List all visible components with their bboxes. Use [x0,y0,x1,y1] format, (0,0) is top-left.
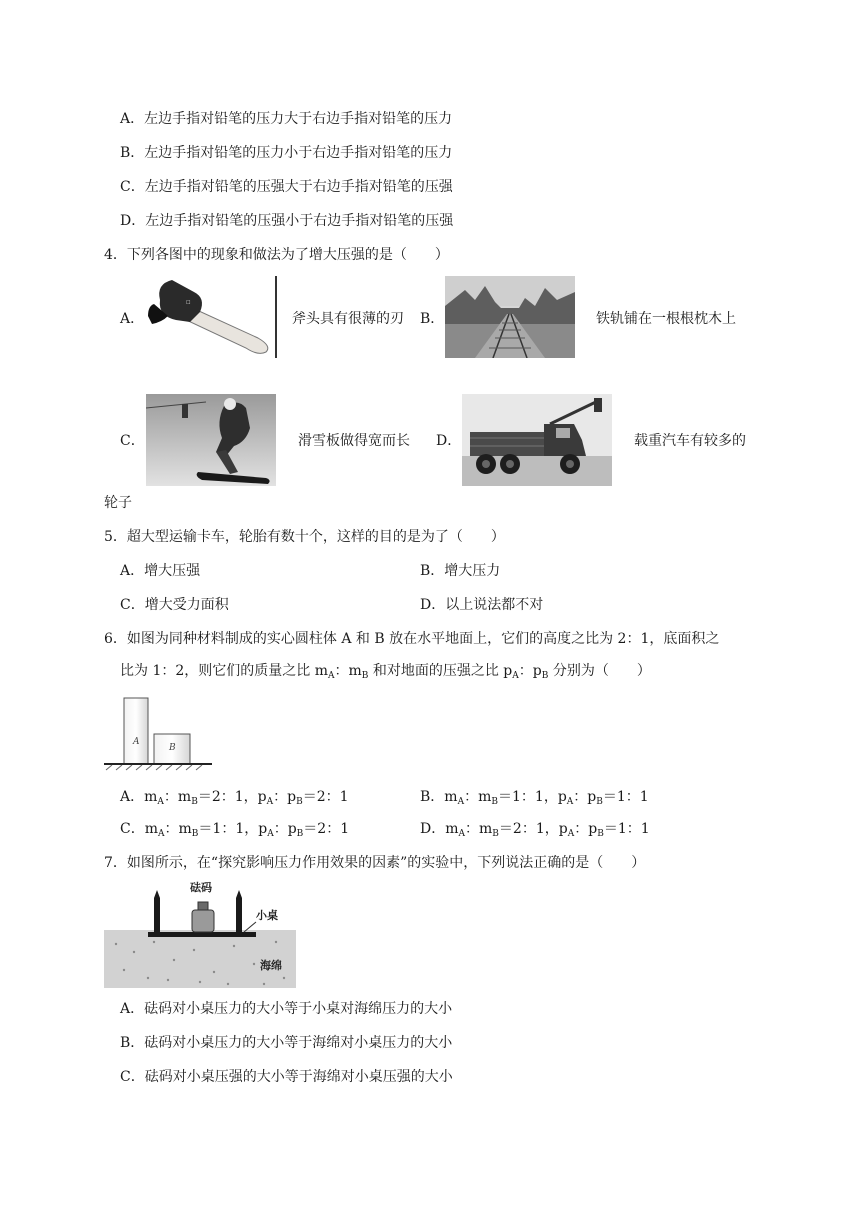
q4-stem: 4．下列各图中的现象和做法为了增大压强的是（ ） [104,247,449,263]
q4-option-d-letter: D． [436,433,462,449]
q6-option-a: A．$m_A$：$m_B=2$：1，$p_A$：$p_B=2$：1 [120,789,349,807]
q4-option-d-text-continued: 轮子 [104,495,132,511]
q6-stem-line1: 6．如图为同种材料制成的实心圆柱体 A 和 B 放在水平地面上，它们的高度之比为 2：1，底面积之 [104,631,720,647]
q5-option-c: C．增大受力面积 [120,597,229,613]
cylinder-a-label: A [133,737,140,747]
q7-stem: 7．如图所示，在“探究影响压力作用效果的因素”的实验中，下列说法正确的是（ ） [104,855,646,871]
q5-stem: 5．超大型运输卡车，轮胎有数十个，这样的目的是为了（ ） [104,529,505,545]
q4-option-d-text: 载重汽车有较多的 [634,433,746,449]
q3-option-c: C．左边手指对铅笔的压强大于右边手指对铅笔的压强 [120,179,453,195]
truck-image [462,394,612,486]
sponge-label: 海绵 [260,959,282,972]
q7-option-a: A．砝码对小桌压力的大小等于小桌对海绵压力的大小 [120,1001,453,1017]
sponge-experiment-figure [104,880,296,988]
q4-option-a-letter: A． [120,311,145,327]
q4-option-a-text: 斧头具有很薄的刃 [292,311,404,327]
snowboard-image [146,394,276,486]
q4-option-c-text: 滑雪板做得宽而长 [298,433,410,449]
q4-option-c-letter: C． [120,433,145,449]
q6-option-d: D．$m_A$：$m_B=2$：1，$p_A$：$p_B=1$：1 [420,821,650,839]
q6-option-c: C．$m_A$：$m_B=1$：1，$p_A$：$p_B=2$：1 [120,821,350,839]
q6-option-b: B．$m_A$：$m_B=1$：1，$p_A$：$p_B=1$：1 [420,789,649,807]
q5-option-b: B．增大压力 [420,563,501,579]
q3-option-a: A．左边手指对铅笔的压力大于右边手指对铅笔的压力 [120,111,453,127]
weight-label: 砝码 [190,881,212,894]
q3-option-d: D．左边手指对铅笔的压强小于右边手指对铅笔的压强 [120,213,454,229]
table-label: 小桌 [256,909,278,922]
q5-option-a: A．增大压强 [120,563,201,579]
svg-text:☐: ☐ [186,300,191,306]
q4-option-b-letter: B． [420,311,445,327]
cylinders-figure [104,694,212,772]
cylinder-b-label: B [169,743,176,753]
railway-image [445,276,575,358]
q7-option-b: B．砝码对小桌压力的大小等于海绵对小桌压力的大小 [120,1035,453,1051]
q5-option-d: D．以上说法都不对 [420,597,544,613]
q7-option-c: C．砝码对小桌压强的大小等于海绵对小桌压强的大小 [120,1069,453,1085]
q6-stem-line2: 比为 1：2，则它们的质量之比 $m_A$：$m_B$ 和对地面的压强之比 $p_A$：$p_B$ 分别为（ ） [120,663,651,681]
axe-image [146,276,278,358]
q4-option-b-text: 铁轨铺在一根根枕木上 [596,311,736,327]
q3-option-b: B．左边手指对铅笔的压力小于右边手指对铅笔的压力 [120,145,453,161]
